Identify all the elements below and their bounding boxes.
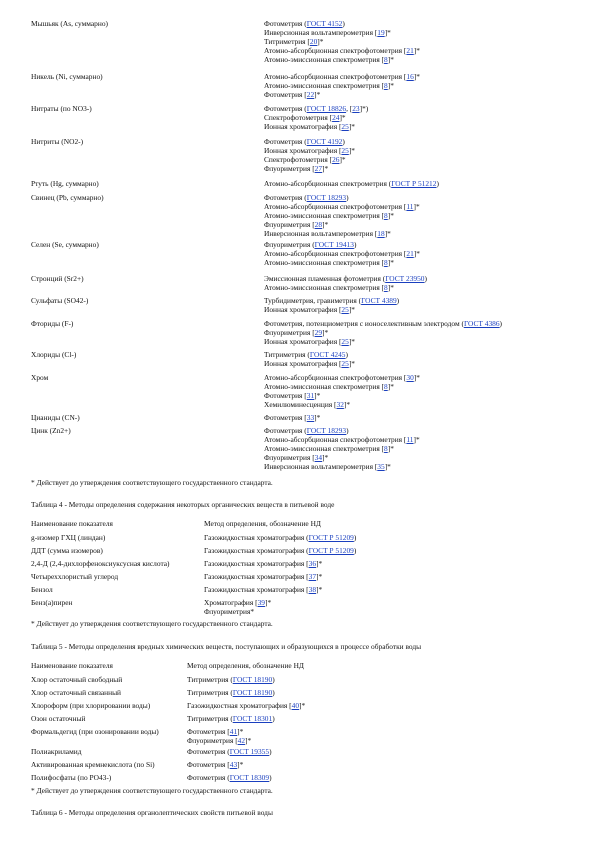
method-text: Фотометрия [ (264, 390, 307, 400)
method-list (264, 194, 584, 239)
method-text: ]* (316, 572, 323, 581)
method-text: Флуориметрия [ (264, 163, 315, 173)
method-text: ) (342, 137, 345, 146)
method-text: Атомно-абсорбционная спектрофотометрия [ (264, 373, 407, 382)
method-text: ]* (387, 381, 394, 391)
reference-link[interactable]: 21 (406, 45, 414, 55)
method-line (187, 748, 507, 757)
method-list (204, 547, 524, 556)
method-text: Титриметрия [ (264, 36, 310, 46)
method-text: ]* (322, 219, 329, 229)
header-method: Метод определения, обозначение НД (187, 661, 304, 670)
method-text: Газожидкостная хроматография ( (204, 533, 309, 542)
method-text: Инверсионная вольтамперометрия [ (264, 461, 378, 471)
method-text: Флуориметрия [ (187, 735, 238, 745)
method-text: ]* (316, 559, 323, 568)
indicator-name: Стронций (Sr2+) (31, 274, 84, 283)
method-text: Атомно-эмиссионная спектрометрия [ (264, 282, 385, 292)
reference-link[interactable]: ГОСТ 19413 (314, 240, 354, 249)
method-text: ]* (339, 154, 346, 164)
reference-link[interactable]: 28 (314, 219, 323, 229)
method-text: ]* (413, 72, 420, 81)
reference-link[interactable]: 20 (309, 36, 318, 46)
indicator-name: Никель (Ni, суммарно) (31, 72, 103, 81)
method-list (187, 689, 507, 698)
reference-link[interactable]: ГОСТ 18293 (306, 426, 347, 435)
method-text: ]* (339, 112, 346, 122)
reference-link[interactable]: 43 (229, 760, 238, 769)
method-text: Фотометрия ( (264, 426, 307, 435)
reference-link[interactable]: 23 (352, 104, 360, 113)
method-text: Фотометрия [ (264, 413, 307, 422)
method-text: Титриметрия ( (187, 675, 233, 684)
indicator-name: Четыреххлористый углерод (31, 572, 119, 581)
reference-link[interactable]: 8 (384, 282, 388, 292)
method-text: Спектрофотометрия [ (264, 154, 333, 164)
reference-link[interactable]: ГОСТ 23950 (385, 274, 425, 283)
reference-link[interactable]: 25 (341, 336, 349, 346)
method-list (187, 702, 507, 711)
method-list (264, 351, 584, 369)
method-text: Фотометрия ( (264, 19, 307, 28)
method-text: Фотометрия, потенциометрия с ионоселективным электродом ( (264, 319, 464, 328)
method-text: Фотометрия ( (187, 747, 230, 756)
method-text: Ионная хроматография [ (264, 358, 342, 368)
method-text: Атомно-эмиссионная спектрометрия [ (264, 210, 385, 220)
indicator-name: Хром (31, 373, 49, 382)
method-text: ]* (237, 760, 244, 769)
indicator-name: Полиакриламид (31, 747, 82, 756)
indicator-name: Хлор остаточный связанный (31, 688, 122, 697)
indicator-name: g-изомер ГХЦ (линдан) (31, 533, 106, 542)
reference-link[interactable]: 11 (406, 201, 414, 211)
reference-link[interactable]: 25 (341, 358, 349, 368)
method-text: ]* (413, 248, 420, 258)
indicator-name: Сульфаты (SO42-) (31, 296, 89, 305)
reference-link[interactable]: ГОСТ Р 51209 (308, 546, 354, 555)
method-text: ]* (348, 145, 355, 155)
method-text: ) (353, 533, 357, 542)
header-indicator: Наименование показателя (31, 519, 113, 528)
method-list (264, 297, 584, 315)
method-text: Титриметрия ( (187, 688, 233, 697)
method-text: ) (424, 274, 427, 283)
method-list (264, 374, 584, 410)
method-text: Флуориметрия ( (264, 240, 315, 249)
method-text: ) (353, 240, 357, 249)
method-text: ) (499, 319, 503, 328)
method-text: Титриметрия ( (187, 714, 233, 723)
method-list (264, 427, 584, 472)
method-line (187, 676, 507, 685)
method-text: ) (272, 688, 275, 697)
reference-link[interactable]: 8 (384, 80, 388, 90)
method-line (264, 259, 584, 268)
table-caption: Таблица 6 - Методы определения органолептических свойств питьевой воды (31, 808, 273, 817)
method-text: Фотометрия ( (264, 137, 307, 146)
method-text: Фотометрия ( (187, 773, 230, 782)
method-line (264, 401, 584, 410)
method-text: ]* (322, 163, 329, 173)
method-list (204, 534, 524, 543)
method-text: ]* (384, 461, 391, 471)
method-text: Инверсионная вольтамперометрия [ (264, 27, 378, 37)
reference-link[interactable]: 18 (377, 228, 385, 238)
method-line (187, 715, 507, 724)
method-line (264, 338, 584, 347)
method-line (264, 56, 584, 65)
method-list (187, 728, 507, 746)
indicator-name: Хлороформ (при хлорировании воды) (31, 701, 151, 710)
method-text: Ионная хроматография [ (264, 145, 342, 155)
reference-link[interactable]: 21 (406, 248, 414, 258)
reference-link[interactable]: ГОСТ 18190 (232, 675, 273, 684)
indicator-name: Активированная кремнекислота (по Si) (31, 760, 155, 769)
method-list (187, 761, 507, 770)
method-text: Атомно-абсорбционная спектрофотометрия [ (264, 45, 407, 55)
indicator-name: Бензол (31, 585, 53, 594)
method-text: Фотометрия [ (187, 727, 230, 736)
method-text: ]* (322, 452, 329, 462)
reference-link[interactable]: 8 (384, 257, 388, 267)
method-text: ]* (387, 257, 394, 267)
method-text: Инверсионная вольтамперометрия [ (264, 228, 378, 238)
method-text: ]* (322, 327, 329, 337)
method-text: Ионная хроматография [ (264, 121, 342, 131)
method-text: Атомно-эмиссионная спектрометрия [ (264, 443, 385, 453)
reference-link[interactable]: ГОСТ Р 51212 (391, 179, 437, 188)
reference-link[interactable]: ГОСТ 4245 (309, 350, 346, 359)
method-text: ) (272, 675, 275, 684)
method-text: Хемилюминесценция [ (264, 399, 337, 409)
reference-link[interactable]: 31 (306, 390, 315, 400)
method-list (204, 573, 524, 582)
method-text: Газожидкостная хроматография [ (204, 585, 309, 594)
reference-link[interactable]: 33 (306, 413, 315, 422)
reference-link[interactable]: ГОСТ 18190 (232, 688, 273, 697)
reference-link[interactable]: ГОСТ 4152 (306, 19, 343, 28)
method-list (264, 138, 584, 174)
method-text: ]* (387, 210, 394, 220)
reference-link[interactable]: 36 (308, 559, 317, 568)
reference-link[interactable]: 8 (384, 54, 388, 64)
method-text: Ионная хроматография [ (264, 304, 342, 314)
reference-link[interactable]: 8 (384, 381, 388, 391)
method-list (264, 414, 584, 423)
method-text: Газожидкостная хроматография ( (204, 546, 309, 555)
reference-link[interactable]: 39 (257, 598, 265, 607)
reference-link[interactable]: 27 (314, 163, 323, 173)
reference-link[interactable]: ГОСТ 18301 (232, 714, 273, 723)
method-text: Атомно-эмиссионная спектрометрия [ (264, 257, 385, 267)
method-text: Фотометрия [ (187, 760, 230, 769)
method-text: ]* (237, 727, 244, 736)
method-text: Ионная хроматография [ (264, 336, 342, 346)
method-text: Флуориметрия [ (264, 219, 315, 229)
method-text: , [ (346, 104, 353, 113)
method-line (187, 774, 507, 783)
method-line (264, 165, 584, 174)
reference-link[interactable]: 35 (377, 461, 385, 471)
reference-link[interactable]: 11 (406, 434, 414, 444)
method-text: ]* (387, 443, 394, 453)
method-text: Атомно-эмиссионная спектрометрия [ (264, 54, 385, 64)
indicator-name: Ртуть (Hg, суммарно) (31, 179, 99, 188)
method-line (204, 560, 524, 569)
reference-link[interactable]: ГОСТ Р 51209 (308, 533, 354, 542)
method-text: ) (269, 773, 272, 782)
method-text: Титриметрия ( (264, 350, 310, 359)
method-line (264, 91, 584, 100)
indicator-name: 2,4-Д (2,4-дихлорфеноксиуксусная кислота) (31, 559, 170, 568)
indicator-name: Фториды (F-) (31, 319, 74, 328)
method-text: Флуориметрия [ (264, 452, 315, 462)
method-text: ]* (316, 585, 323, 594)
method-list (264, 275, 584, 293)
indicator-name: Нитраты (по NO3-) (31, 104, 92, 113)
method-text: ) (346, 426, 349, 435)
method-list (264, 180, 584, 189)
indicator-name: Цианиды (CN-) (31, 413, 80, 422)
method-line (187, 689, 507, 698)
reference-link[interactable]: 22 (306, 89, 315, 99)
footnote: * Действует до утверждения соответствующего государственного стандарта. (31, 619, 273, 628)
reference-link[interactable]: 25 (341, 121, 349, 131)
reference-link[interactable]: 26 (332, 154, 340, 164)
method-text: ) (436, 179, 439, 188)
footnote: * Действует до утверждения соответствующего государственного стандарта. (31, 786, 273, 795)
method-text: ]* (314, 413, 321, 422)
method-line (264, 360, 584, 369)
method-text: Атомно-абсорбционная спектрофотометрия [ (264, 248, 407, 258)
method-text: Газожидкостная хроматография [ (204, 559, 309, 568)
reference-link[interactable]: 37 (308, 572, 317, 581)
method-text: Газожидкостная хроматография [ (204, 572, 309, 581)
indicator-name: Хлориды (Cl-) (31, 350, 77, 359)
indicator-name: Свинец (Pb, суммарно) (31, 193, 104, 202)
indicator-name: Озон остаточный (31, 714, 86, 723)
indicator-name: Полифосфаты (по PO43-) (31, 773, 112, 782)
method-list (264, 105, 584, 132)
method-line (264, 123, 584, 132)
reference-link[interactable]: 38 (308, 585, 317, 594)
reference-link[interactable]: 32 (336, 399, 344, 409)
method-list (264, 20, 584, 65)
method-text: ]* (299, 701, 306, 710)
method-line (187, 737, 507, 746)
reference-link[interactable]: 41 (229, 727, 238, 736)
method-text: ]* (387, 282, 394, 292)
method-line (204, 608, 524, 617)
method-list (264, 320, 584, 347)
method-text: ) (396, 296, 400, 305)
reference-link[interactable]: 25 (341, 304, 349, 314)
reference-link[interactable]: ГОСТ 4389 (361, 296, 397, 305)
method-text: ]* (343, 399, 351, 409)
method-text: Флуориметрия* (204, 606, 255, 616)
method-text: Атомно-абсорбционная спектрофотометрия [ (264, 72, 407, 81)
method-text: Эмиссионная пламенная фотометрия ( (264, 274, 386, 283)
method-text: ]* (348, 358, 355, 368)
indicator-name: Формальдегид (при озонировании воды) (31, 727, 159, 736)
method-line (264, 463, 584, 472)
method-line (204, 573, 524, 582)
method-text: ) (345, 350, 348, 359)
reference-link[interactable]: 19 (377, 27, 385, 37)
method-line (204, 534, 524, 543)
method-text: ) (342, 19, 345, 28)
method-text: Хроматография [ (204, 598, 258, 607)
method-text: ]* (348, 336, 355, 346)
reference-link[interactable]: 30 (406, 373, 414, 382)
method-text: Спектрофотометрия [ (264, 112, 333, 122)
method-text: Атомно-эмиссионная спектрометрия [ (264, 381, 385, 391)
method-line (204, 547, 524, 556)
indicator-name: Цинк (Zn2+) (31, 426, 71, 435)
header-indicator: Наименование показателя (31, 661, 113, 670)
method-text: ]* (413, 201, 420, 211)
method-text: ]* (387, 54, 394, 64)
reference-link[interactable]: 25 (341, 145, 349, 155)
method-list (187, 774, 507, 783)
method-text: Турбидиметрия, гравиметрия ( (264, 296, 362, 305)
footnote: * Действует до утверждения соответствующего государственного стандарта. (31, 478, 273, 487)
reference-link[interactable]: ГОСТ 18826 (306, 104, 347, 113)
method-text: ]*) (359, 104, 369, 113)
method-text: ]* (317, 36, 324, 46)
method-line (264, 414, 584, 423)
method-text: ]* (384, 27, 391, 37)
reference-link[interactable]: 29 (314, 327, 323, 337)
method-text: ]* (387, 80, 394, 90)
method-text: Атомно-абсорбционная спектрофотометрия [ (264, 201, 407, 211)
reference-link[interactable]: 8 (384, 210, 388, 220)
method-text: ]* (413, 434, 420, 444)
method-text: Фотометрия ( (264, 104, 307, 113)
table-caption: Таблица 5 - Методы определения вредных химических веществ, поступающих и образующихся в процессе обработки воды (31, 642, 422, 651)
method-text: ) (346, 193, 349, 202)
reference-link[interactable]: 40 (291, 701, 300, 710)
method-text: ]* (348, 304, 355, 314)
reference-link[interactable]: ГОСТ 18309 (229, 773, 270, 782)
reference-link[interactable]: 34 (314, 452, 323, 462)
reference-link[interactable]: 24 (332, 112, 340, 122)
method-text: Газожидкостная хроматография [ (187, 701, 292, 710)
method-list (204, 560, 524, 569)
method-text: Фотометрия [ (264, 89, 307, 99)
reference-link[interactable]: 42 (237, 735, 246, 745)
reference-link[interactable]: 8 (384, 443, 388, 453)
indicator-name: Бенз(а)пирен (31, 598, 73, 607)
method-text: ]* (245, 735, 252, 745)
method-list (204, 599, 524, 617)
indicator-name: ДДТ (сумма изомеров) (31, 546, 103, 555)
method-text: Атомно-эмиссионная спектрометрия [ (264, 80, 385, 90)
indicator-name: Нитриты (NO2-) (31, 137, 84, 146)
method-line (264, 306, 584, 315)
indicator-name: Хлор остаточный свободный (31, 675, 123, 684)
method-line (187, 702, 507, 711)
method-text: ) (269, 747, 272, 756)
method-text: ) (353, 546, 357, 555)
table-caption: Таблица 4 - Методы определения содержания некоторых органических веществ в питьевой воде (31, 500, 335, 509)
method-text: ]* (314, 89, 321, 99)
method-text: ]* (384, 228, 391, 238)
method-line (264, 230, 584, 239)
method-list (187, 748, 507, 757)
method-list (187, 715, 507, 724)
indicator-name: Селен (Se, суммарно) (31, 240, 99, 249)
method-text: ]* (413, 45, 420, 55)
method-line (204, 586, 524, 595)
method-list (264, 241, 584, 268)
method-list (204, 586, 524, 595)
method-list (187, 676, 507, 685)
reference-link[interactable]: ГОСТ 19355 (229, 747, 270, 756)
method-list (264, 73, 584, 100)
method-text: ]* (314, 390, 321, 400)
method-line (264, 180, 584, 189)
method-text: ]* (413, 373, 420, 382)
reference-link[interactable]: ГОСТ 4386 (463, 319, 500, 328)
method-text: Флуориметрия [ (264, 327, 315, 337)
method-text: ]* (264, 598, 272, 607)
indicator-name: Мышьяк (As, суммарно) (31, 19, 108, 28)
method-line (264, 284, 584, 293)
reference-link[interactable]: 16 (406, 72, 414, 81)
reference-link[interactable]: ГОСТ 4192 (306, 137, 343, 146)
header-method: Метод определения, обозначение НД (204, 519, 321, 528)
reference-link[interactable]: ГОСТ 18293 (306, 193, 347, 202)
method-text: ]* (348, 121, 355, 131)
method-text: Фотометрия ( (264, 193, 307, 202)
method-line (187, 761, 507, 770)
method-text: ) (272, 714, 275, 723)
method-text: Атомно-абсорбционная спектрофотометрия [ (264, 434, 407, 444)
method-text: Атомно-абсорбционная спектрометрия ( (264, 179, 392, 188)
